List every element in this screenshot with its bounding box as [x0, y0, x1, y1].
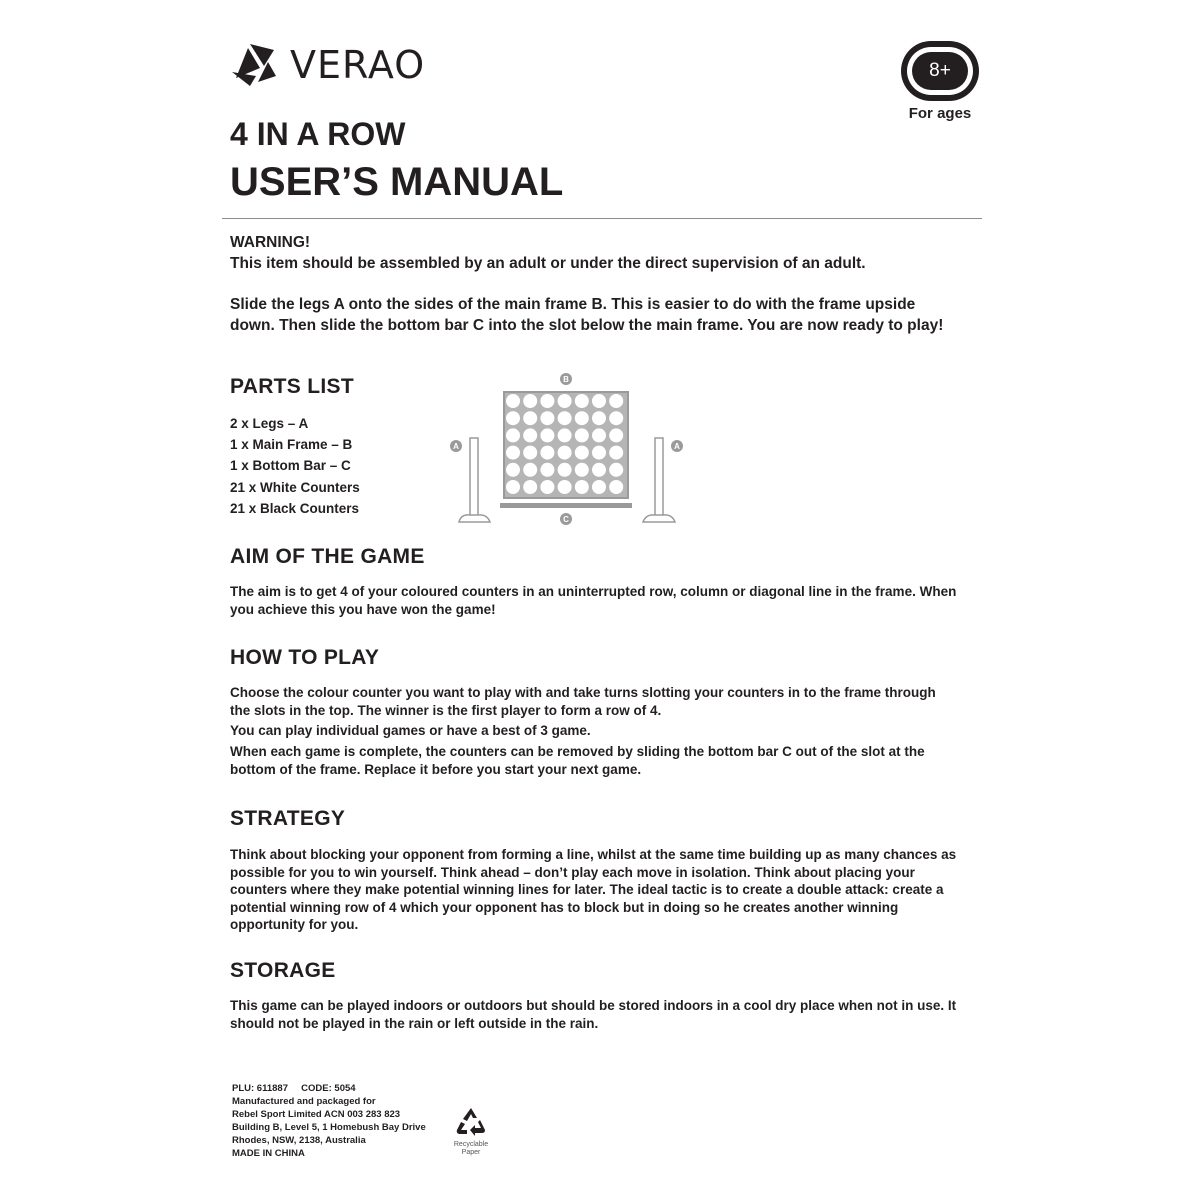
frame-hole	[575, 480, 589, 494]
brand-name: VERAO	[290, 43, 426, 87]
frame-hole	[506, 446, 520, 460]
frame-hole	[540, 446, 554, 460]
frame-hole	[592, 463, 606, 477]
frame-hole	[523, 394, 537, 408]
product-title: 4 IN A ROW	[230, 116, 406, 152]
how-to-play-heading: HOW TO PLAY	[230, 646, 380, 669]
frame-hole	[558, 394, 572, 408]
frame-hole	[523, 446, 537, 460]
strategy-paragraph: Think about blocking your opponent from forming a line, whilst at the same time building up as many chances as possible for you to win yourself. Think ahead – don’t play each move in isolation. Think about placing your counters where they make potential winning lines for later. The ideal tactic is to create a double attack: create a potential winning row of 4 which your opponent has to block but in doing so he creates another winning opportunity for you.	[230, 847, 957, 932]
frame-hole	[540, 428, 554, 442]
frame-hole	[540, 394, 554, 408]
parts-list-heading: PARTS LIST	[230, 375, 354, 398]
aim-heading: AIM OF THE GAME	[230, 545, 425, 568]
game-frame-diagram	[445, 370, 690, 530]
age-badge	[901, 41, 979, 101]
list-item: 21 x White Counters	[230, 479, 360, 495]
verao-logo-icon	[228, 42, 278, 88]
label-b: B	[563, 375, 569, 384]
label-a-right: A	[674, 442, 680, 451]
frame-hole	[506, 480, 520, 494]
frame-hole	[506, 463, 520, 477]
frame-hole	[558, 480, 572, 494]
frame-hole	[523, 480, 537, 494]
frame-hole	[523, 411, 537, 425]
how-to-play-paragraph-3: When each game is complete, the counters can be removed by sliding the bottom bar C out of the slot at the bottom of the frame. Replace it before you start your next game.	[230, 744, 925, 777]
storage-heading: STORAGE	[230, 959, 336, 982]
frame-hole	[609, 428, 623, 442]
list-item: 1 x Bottom Bar – C	[230, 458, 351, 474]
label-a-left: A	[453, 442, 459, 451]
frame-hole	[575, 463, 589, 477]
frame-hole	[609, 411, 623, 425]
frame-hole	[540, 463, 554, 477]
frame-hole	[558, 411, 572, 425]
frame-hole	[558, 428, 572, 442]
age-caption: For ages	[908, 105, 972, 122]
brand-logo	[228, 42, 425, 88]
bottom-bar	[500, 503, 632, 508]
frame-hole	[506, 428, 520, 442]
list-item: 2 x Legs – A	[230, 416, 309, 431]
warning-heading: WARNING!	[230, 234, 311, 251]
frame-hole	[592, 480, 606, 494]
frame-hole	[592, 394, 606, 408]
page-title: USER’S MANUAL	[230, 160, 564, 204]
frame-hole	[609, 480, 623, 494]
age-value: 8+	[912, 52, 968, 90]
frame-hole	[506, 394, 520, 408]
footer-info: PLU: 611887 CODE: 5054 Manufactured and packaged for Rebel Sport Limited ACN 003 283 823 Building B, Level 5, 1 Homebush Bay Drive Rhodes, NSW, 2138, Australia MADE IN CHINA	[232, 1083, 426, 1159]
frame-hole	[609, 446, 623, 460]
frame-hole	[575, 394, 589, 408]
frame-hole	[592, 411, 606, 425]
frame-hole	[558, 463, 572, 477]
recyclable-mark	[448, 1106, 494, 1157]
frame-hole	[575, 411, 589, 425]
frame-hole	[575, 428, 589, 442]
recycle-caption-line-2: Paper	[461, 1149, 481, 1156]
how-to-play-paragraph-1: Choose the colour counter you want to play with and take turns slotting your counters in to the frame through the slots in the top. The winner is the first player to form a row of 4.	[230, 685, 936, 718]
parts-list	[230, 413, 360, 519]
frame-hole	[506, 411, 520, 425]
frame-hole	[575, 446, 589, 460]
list-item: 1 x Main Frame – B	[230, 437, 353, 453]
assembly-line-2: down. Then slide the bottom bar C into the slot below the main frame. You are now ready to play!	[230, 317, 944, 334]
strategy-heading: STRATEGY	[230, 807, 346, 830]
frame-hole	[523, 428, 537, 442]
parts-diagram	[445, 370, 690, 535]
leg-right	[643, 438, 675, 522]
frame-hole	[609, 394, 623, 408]
frame-hole	[609, 463, 623, 477]
recycle-icon	[455, 1106, 487, 1136]
leg-left	[459, 438, 490, 522]
frame-hole	[540, 411, 554, 425]
aim-paragraph: The aim is to get 4 of your coloured counters in an uninterrupted row, column or diagonal line in the frame. When you achieve this you have won the game!	[230, 584, 957, 617]
warning-text: This item should be assembled by an adult or under the direct supervision of an adult.	[230, 255, 866, 272]
recycle-caption-line-1: Recyclable	[453, 1141, 489, 1148]
frame-hole	[592, 428, 606, 442]
frame-hole	[592, 446, 606, 460]
label-c: C	[563, 515, 569, 524]
frame-hole	[558, 446, 572, 460]
frame-hole	[523, 463, 537, 477]
list-item: 21 x Black Counters	[230, 500, 360, 516]
frame-hole	[540, 480, 554, 494]
title-divider	[222, 218, 982, 219]
how-to-play-paragraph-2: You can play individual games or have a best of 3 game.	[230, 723, 591, 738]
assembly-line-1: Slide the legs A onto the sides of the main frame B. This is easier to do with the frame upside	[230, 296, 916, 313]
storage-paragraph: This game can be played indoors or outdoors but should be stored indoors in a cool dry place when not in use. It should not be played in the rain or left outside in the rain.	[230, 998, 957, 1031]
